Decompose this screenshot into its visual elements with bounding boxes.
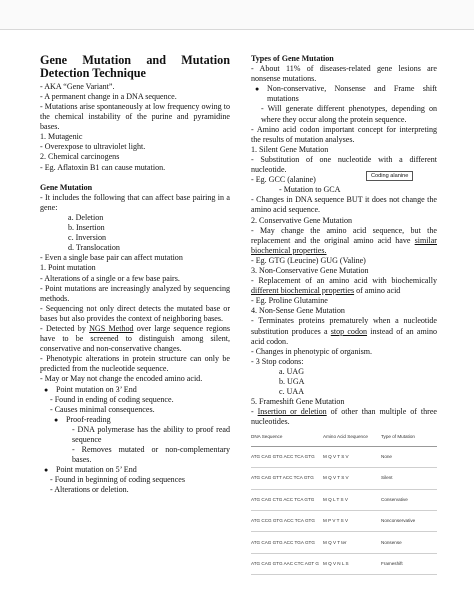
conservative-title: 2. Conservative Gene Mutation <box>251 215 353 225</box>
sub-line: - Alterations or deletion. <box>50 485 129 495</box>
bullet-dot-icon: ● <box>44 466 49 475</box>
table-row <box>251 446 437 467</box>
intro-line: - A permanent change in a DNA sequence. <box>40 91 177 101</box>
stop-codon-item: b. UGA <box>279 377 305 386</box>
alteration-item: d. Translocation <box>68 243 120 253</box>
silent-example: - Eg. GCC (alanine) <box>251 175 316 185</box>
amino-acid-cell: M Q L T S V <box>323 489 381 510</box>
column-header: Amino Acid Sequence <box>323 430 381 446</box>
table-row <box>251 489 437 510</box>
left-column <box>40 54 230 496</box>
conservative-desc: - May change the amino acid sequence, but the replacement and the original amino acid have similar biochemical properties. <box>251 225 437 255</box>
nonconservative-title: 3. Non-Conservative Gene Mutation <box>251 265 369 275</box>
proof-sub-line: - DNA polymerase has the ability to proof read sequence <box>72 424 230 444</box>
body-line: - Phenotypic alterations in protein structure can only be predicted from the nucleotide sequence. <box>40 354 230 374</box>
bullet-dot-icon: ● <box>255 85 260 94</box>
section-heading: Gene Mutation <box>40 182 93 192</box>
body-line: - About 11% of diseases-related gene lesions are nonsense mutations. <box>251 64 437 84</box>
right-column <box>251 54 437 575</box>
amino-acid-cell: M Q V T S V <box>323 446 381 467</box>
amino-acid-cell: M Q V N L S <box>323 553 381 574</box>
alteration-item: b. Insertion <box>68 223 105 233</box>
insertion-deletion-link: Insertion or deletion <box>257 407 327 417</box>
body-line: - May or May not change the encoded amino acid. <box>40 374 203 384</box>
dna-sequence-cell: ATG CAG CTG ACC TCA GTG <box>251 489 323 510</box>
mutation-type-cell: None <box>381 446 437 467</box>
ngs-pre: - Detected by <box>40 323 90 333</box>
sub-line: - Will generate different phenotypes, depending on where they occur along the protein sequence. <box>261 104 437 124</box>
body-line: - Alterations of a single or a few base pairs. <box>40 273 180 283</box>
body-line: - Substitution of one nucleotide with a different nucleotide. <box>251 154 437 175</box>
mutation-type-cell: Conservative <box>381 489 437 510</box>
table-header-row <box>251 430 437 446</box>
amino-acid-cell: M Q V T S V <box>323 468 381 489</box>
silent-example-row <box>251 175 437 185</box>
intro-line: 2. Chemical carcinogens <box>40 152 120 162</box>
sub-line: - Found in beginning of coding sequences <box>50 475 185 485</box>
body-line: - Even a single base pair can affect mutation <box>40 253 183 263</box>
alteration-item: a. Deletion <box>68 212 104 222</box>
bullet-mutation-types: ● Non-conservative, Nonsense and Frame shift mutations <box>255 84 437 104</box>
mutation-type-cell: Silent <box>381 468 437 489</box>
mutation-type-cell: Nonconservative <box>381 510 437 531</box>
body-line: - Point mutations are increasingly analyzed by sequencing methods. <box>40 283 230 303</box>
amino-acid-cell: M P V T S V <box>323 510 381 531</box>
intro-line: - Mutations arise spontaneously at low frequency owing to the chemical instability of the purine and pyramidine bases. <box>40 102 230 132</box>
stop-codon-item: c. UAA <box>279 387 305 397</box>
stop-codon-link: stop codon <box>330 326 368 336</box>
proof-sub-line: - Removes mutated or non-complementary bases. <box>72 445 230 465</box>
body-line: 1. Point mutation <box>40 263 96 273</box>
bullet-3-end: ● Point mutation on 3’ End <box>44 384 137 394</box>
mutation-type-cell: Frameshift <box>381 553 437 574</box>
bullet-dot-icon: ● <box>44 385 49 394</box>
alteration-item: c. Inversion <box>68 233 106 243</box>
table-row <box>251 510 437 531</box>
coding-alanine-annotation: Coding alanine <box>366 171 413 181</box>
dna-sequence-cell: ATG CAG GTG ACC TGA GTG <box>251 532 323 553</box>
table-row <box>251 468 437 489</box>
section-intro: - It includes the following that can affect base pairing in a gene: <box>40 192 230 212</box>
column-header: DNA Sequence <box>251 430 323 446</box>
table-row <box>251 532 437 553</box>
body-line: - Amino acid codon important concept for interpreting the results of mutation analyses. <box>251 124 437 144</box>
different-properties-link: different biochemical properties <box>251 286 355 296</box>
silent-title: 1. Silent Gene Mutation <box>251 144 329 154</box>
mutation-type-cell: Nonsense <box>381 532 437 553</box>
table-row <box>251 553 437 574</box>
stop-codons-title: - 3 Stop codons: <box>251 356 304 366</box>
silent-example-2: - Mutation to GCA <box>279 185 341 195</box>
body-line: - Eg. Proline Glutamine <box>251 296 328 306</box>
frameshift-title: 5. Frameshift Gene Mutation <box>251 397 345 407</box>
body-line: - Changes in DNA sequence BUT it does not change the amino acid sequence. <box>251 195 437 215</box>
intro-line: - Overexpose to ultraviolet light. <box>40 142 146 152</box>
ngs-method-link: NGS Method <box>89 323 134 333</box>
sub-line: - Found in ending of coding sequence. <box>50 394 174 404</box>
stop-codon-item: a. UAG <box>279 366 305 376</box>
dna-sequence-cell: ATG CAG GTG ACC TCA GTG <box>251 446 323 467</box>
similar-properties-link: similar biochemical properties. <box>251 235 437 255</box>
amino-acid-cell: M Q V T ter <box>323 532 381 553</box>
types-heading: Types of Gene Mutation <box>251 54 334 63</box>
ngs-post: over large sequence regions have to be screened to distinguish among silent, conservative and non-conservative changes. <box>40 323 230 354</box>
dna-sequence-cell: ATG CAG GTG AAC CTC AGT G <box>251 553 323 574</box>
mutation-table <box>251 430 437 575</box>
bullet-dot-icon: ● <box>54 415 59 424</box>
viewer-toolbar <box>0 0 474 30</box>
body-line: - Changes in phenotypic of organism. <box>251 346 372 356</box>
nonconservative-desc: - Replacement of an amino acid with biochemically different biochemical properties of amino acid <box>251 276 437 296</box>
bullet-5-end: ● Point mutation on 5’ End <box>44 465 137 475</box>
intro-line: - AKA “Gene Variant”. <box>40 81 115 91</box>
ngs-paragraph <box>40 324 230 354</box>
sub-line: - Causes minimal consequences. <box>50 404 155 414</box>
body-line: - Eg. GTG (Leucine) GUG (Valine) <box>251 255 366 265</box>
frameshift-desc: - Insertion or deletion of other than multiple of three nucleotides. <box>251 407 437 427</box>
column-header: Type of Mutation <box>381 430 437 446</box>
nonsense-desc: - Terminates proteins prematurely when a nucleotide substitution produces a stop codon instead of an amino acid codon. <box>251 316 437 346</box>
intro-line: - Eg. Aflatoxin B1 can cause mutation. <box>40 162 166 172</box>
document-title: Gene Mutation and Mutation Detection Technique <box>40 53 230 81</box>
nonsense-title: 4. Non-Sense Gene Mutation <box>251 306 345 316</box>
dna-sequence-cell: ATG CAG GTT ACC TCA GTG <box>251 468 323 489</box>
dna-sequence-cell: ATG CCG GTG ACC TCA GTG <box>251 510 323 531</box>
intro-line: 1. Mutagenic <box>40 132 83 142</box>
body-line: - Sequencing not only direct detects the mutated base or bases but also provides the context of neighboring bases. <box>40 303 230 323</box>
bullet-proof-reading: ● Proof-reading <box>54 414 111 424</box>
